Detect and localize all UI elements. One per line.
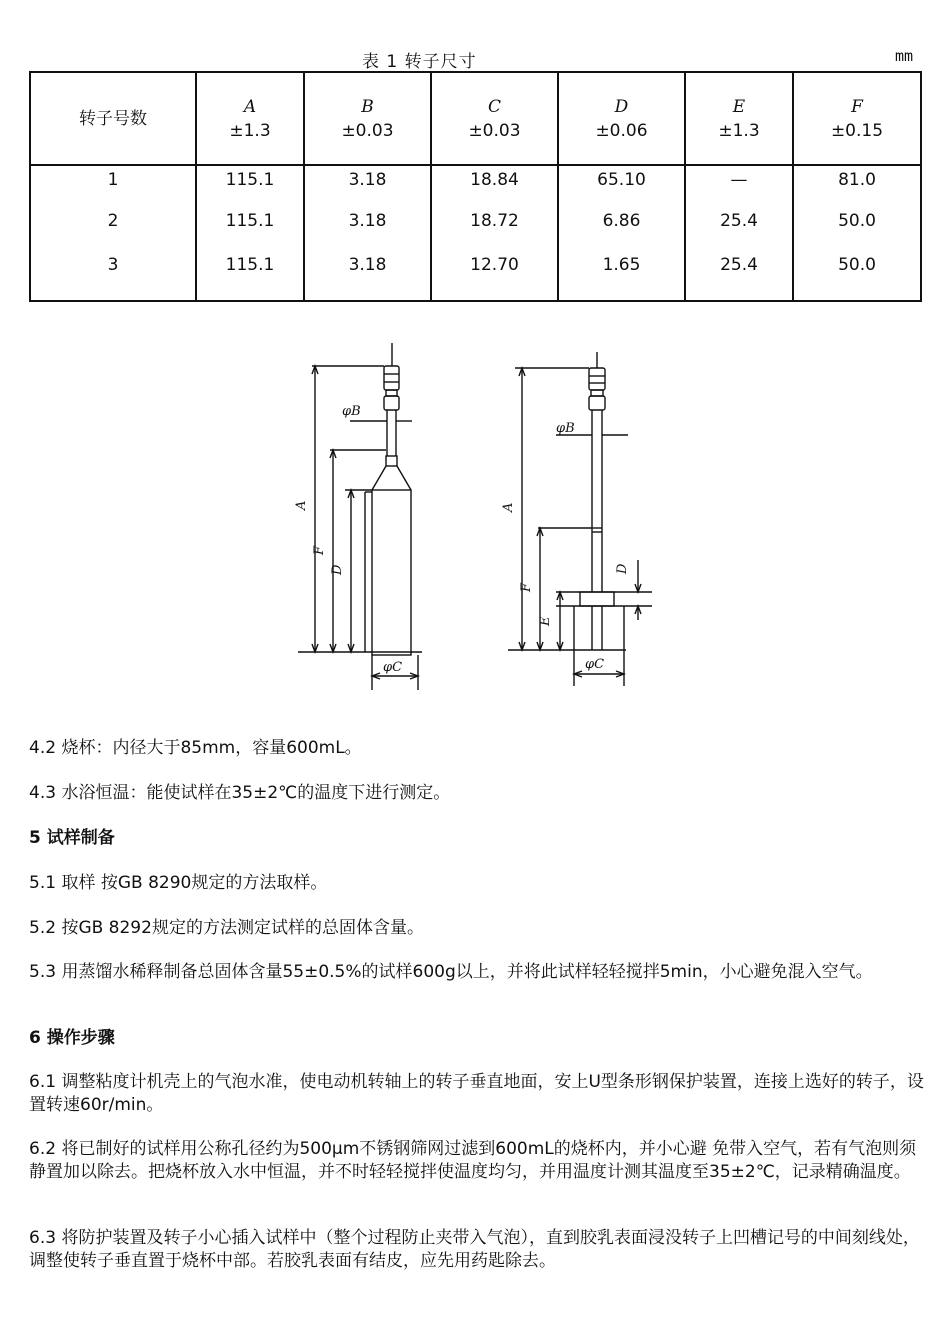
table-cell: 115.1: [196, 255, 304, 301]
table-cell: 115.1: [196, 211, 304, 256]
section-heading: 5 试样制备: [29, 828, 115, 848]
table-cell: 2: [30, 211, 196, 256]
table-cell: 81.0: [793, 165, 921, 211]
header-b: B ±0.03: [304, 72, 431, 165]
clause-5-1: 5.1 取样 按GB 8290规定的方法取样。: [29, 873, 328, 893]
table-cell: 3.18: [304, 165, 431, 211]
dim-a-label: A: [501, 502, 516, 512]
table-cell: 115.1: [196, 165, 304, 211]
clause-4-2: 4.2 烧杯：内径大于85mm，容量600mL。: [29, 738, 362, 758]
dim-a-label: A: [294, 500, 309, 510]
header-d: D ±0.06: [558, 72, 685, 165]
table-cell: 18.84: [431, 165, 558, 211]
rotor-diagram: [290, 335, 660, 705]
dim-f-label: F: [519, 582, 534, 592]
dim-d-label: D: [615, 563, 630, 574]
clause-4-3: 4.3 水浴恒温：能使试样在35±2℃的温度下进行测定。: [29, 783, 451, 803]
header-rotor-number: 转子号数: [30, 72, 196, 165]
table-row: [30, 255, 921, 301]
table-caption: 表 1 转子尺寸: [362, 52, 477, 72]
clause-5-2: 5.2 按GB 8292规定的方法测定试样的总固体含量。: [29, 918, 424, 938]
phi-b-label: φB: [342, 404, 361, 419]
table-cell: 1: [30, 165, 196, 211]
dim-e-label: E: [538, 616, 553, 626]
table-cell: 50.0: [793, 211, 921, 256]
rotor-dimension-table: [29, 71, 922, 302]
table-row: [30, 165, 921, 211]
table-cell: 3.18: [304, 211, 431, 256]
rotor-1-drawing: [294, 343, 422, 690]
table-unit: mm: [895, 47, 914, 65]
phi-c-label: φC: [585, 657, 605, 672]
table-cell: 12.70: [431, 255, 558, 301]
table-cell: —: [685, 165, 793, 211]
table-row: [30, 211, 921, 256]
header-a: A ±1.3: [196, 72, 304, 165]
clause-5-3: 5.3 用蒸馏水稀释制备总固体含量55±0.5%的试样600g以上，并将此试样轻轻搅拌5min，小心避免混入空气。: [29, 962, 873, 982]
table-cell: 25.4: [685, 211, 793, 256]
clause-6-2: 6.2 将已制好的试样用公称孔径约为500μm不锈钢筛网过滤到600mL的烧杯内，并小心避 免带入空气，若有气泡则须静置加以除去。把烧杯放入水中恒温，并不时轻轻搅拌使温度均匀，并用温度计测其温度至35±2℃，记录精确温度。: [29, 1139, 917, 1182]
table-cell: 1.65: [558, 255, 685, 301]
table-cell: 25.4: [685, 255, 793, 301]
dim-d-label: D: [330, 564, 345, 575]
header-c: C ±0.03: [431, 72, 558, 165]
dim-f-label: F: [312, 545, 327, 555]
table-cell: 65.10: [558, 165, 685, 211]
clause-6-3: 6.3 将防护装置及转子小心插入试样中（整个过程防止夹带入气泡），直到胶乳表面浸没转子上凹槽记号的中间刻线处，调整使转子垂直置于烧杯中部。若胶乳表面有结皮，应先用药匙除去。: [29, 1228, 920, 1271]
phi-b-label: φB: [556, 421, 575, 436]
table-cell: 6.86: [558, 211, 685, 256]
header-f: F ±0.15: [793, 72, 921, 165]
table-cell: 3: [30, 255, 196, 301]
table-cell: 3.18: [304, 255, 431, 301]
phi-c-label: φC: [383, 660, 403, 675]
header-e: E ±1.3: [685, 72, 793, 165]
section-heading: 6 操作步骤: [29, 1028, 115, 1048]
table-cell: 50.0: [793, 255, 921, 301]
rotor-2-drawing: [501, 352, 652, 686]
table-header-row: [30, 72, 921, 165]
table-cell: 18.72: [431, 211, 558, 256]
clause-6-1: 6.1 调整粘度计机壳上的气泡水准，使电动机转轴上的转子垂直地面，安上U型条形钢保护装置，连接上选好的转子，设置转速60r/min。: [29, 1072, 924, 1115]
